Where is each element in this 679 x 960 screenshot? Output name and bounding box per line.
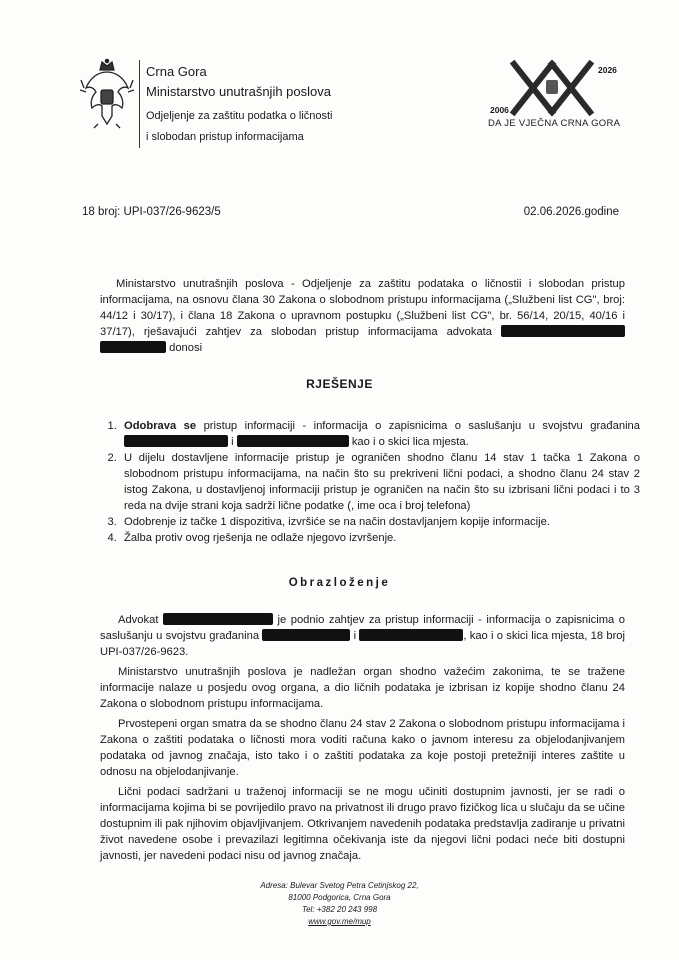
header-ministry: Ministarstvo unutrašnjih poslova [146, 84, 331, 99]
reference-date: 02.06.2026.godine [523, 206, 619, 218]
decision-item-3: 3. Odobrenje iz tačke 1 dispozitiva, izvršiće se na način dostavljanjem kopije informacije. [120, 514, 640, 530]
redaction-block [100, 341, 166, 353]
header-department-line2: i slobodan pristup informacijama [146, 131, 304, 143]
footer-phone: Tel: +382 20 243 998 [301, 905, 378, 914]
decision-list [100, 418, 640, 546]
decision-item-2: 2. U dijelu dostavljene informacije pristup je ograničen shodno članu 14 stav 1 tačka 1 Zakona o slobodnom pristupu informacijama, na način što su prekriveni lični podaci, a shodno članu 24 stav 2 istog Zakona, u dostavljenoj informaciji pristup je ograničen na način što su izbrisani lični podaci i to 3 reda na dvije strani koja sadrži lične podatke (, ime oca i broj telefona) [120, 450, 640, 514]
intro-text: Ministarstvo unutrašnjih poslova - Odjeljenje za zaštitu podataka o ličnostii i slobodan pristup informacijama, na osnovu člana 30 Zakona o slobodnom pristupu informacijama („Službeni list CG", broj: 44/12 i 30/17), i člana 18 Zakona o upravnom postupku („Službeni list CG", br. 56/14, 20/15, 40/16 i 37/17), rješavajući zahtjev za slobodan pristup informacijama advokata [100, 278, 625, 338]
intro-after: donosi [169, 342, 203, 354]
header-department-line1: Odjeljenje za zaštitu podatka o ličnosti [146, 110, 333, 122]
decision-title: RJEŠENJE [306, 377, 373, 391]
header-country: Crna Gora [146, 64, 207, 79]
footer-city: 81000 Podgorica, Crna Gora [288, 893, 391, 902]
decision-item-4: 4. Žalba protiv ovog rješenja ne odlaže njegovo izvršenje. [120, 530, 640, 546]
reasoning-p1-b: je podnio zahtjev za pristup informaciji - informacija o zapisnicima o saslušanju u svojstvu građanina [100, 614, 625, 642]
reasoning-p1-d: , kao i o skici lica mjesta, 18 broj UPI-037/26-9623. [100, 630, 626, 658]
logo-year-left: 2006 [490, 105, 509, 115]
redaction-block [359, 629, 463, 641]
intro-paragraph [100, 276, 625, 356]
footer-address: Adresa: Bulevar Svetog Petra Cetinjskog 22, [260, 881, 419, 890]
reasoning-p1-a: Advokat [118, 614, 159, 626]
redaction-block [237, 435, 349, 447]
header-divider [139, 60, 140, 148]
reasoning-paragraph-1 [100, 612, 625, 660]
reasoning-paragraph-2: Ministarstvo unutrašnjih poslova je nadležan organ shodno važećim zakonima, te se tražene informacije nalaze u posjedu ovog organa, a dio ličnih podataka je izbrisan iz kopije shodno članu 24 Zakona o slobodnom pristupu informacijama. [100, 666, 625, 710]
reasoning-paragraph-4: Lični podaci sadržani u traženoj informaciji se ne mogu učiniti dostupnim javnosti, jer se radi o informacijama kojima bi se povrijedilo pravo na privatnost ili drugo pravo fizičkog lica u slučaju da se učine dostupnim ili pak njihovim objavljivanjem. Otkrivanjem navedenih podataka predstavlja zadiranje u privatni život navedene osobe i prevazilazi legitimna očekivanja iste da njegovi lični podaci neće biti dostupni javnosti, jer navedeni podaci nisu od javnog značaja. [100, 786, 625, 862]
decision-item-1-bold: Odobrava se [124, 420, 197, 432]
decision-item-1-text-a: pristup informaciji - informacija o zapisnicima o saslušanju u svojstvu građanina [203, 420, 640, 432]
reasoning-body [100, 612, 625, 868]
footer [0, 880, 679, 928]
redaction-block [124, 435, 228, 447]
decision-item-1-text-b: i [231, 436, 234, 448]
reasoning-title: Obrazloženje [288, 577, 391, 589]
reasoning-p1-c: i [353, 630, 357, 642]
decision-item-1 [120, 418, 640, 450]
redaction-block [262, 629, 350, 641]
reference-number: 18 broj: UPI-037/26-9623/5 [82, 206, 221, 218]
reasoning-paragraph-3: Prvostepeni organ smatra da se shodno članu 24 stav 2 Zakona o slobodnom pristupu informacijama i Zakona o zaštiti podataka o ličnosti mora voditi računa kako o javnom interesu za objelodanjivanjem podataka od javnog značaja, isto tako i o zaštiti podataka za koje postoji pretežniji interes zaštite u odnosu na objelodanjivanje. [100, 718, 625, 778]
coat-of-arms-icon [80, 58, 134, 130]
footer-web-link[interactable]: www.gov.me/mup [308, 917, 371, 926]
logo-year-right: 2026 [598, 65, 617, 75]
logo-slogan: DA JE VJEČNA CRNA GORA [488, 118, 621, 129]
redaction-block [501, 325, 625, 337]
redaction-block [163, 613, 273, 625]
decision-item-1-text-c: kao i o skici lica mjesta. [351, 436, 469, 448]
